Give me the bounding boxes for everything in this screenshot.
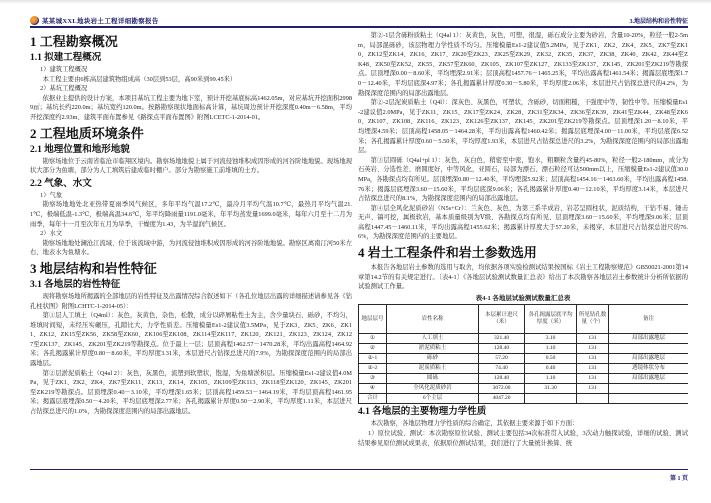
header-section-ref: 3.地层结构和岩性特征 [629,19,688,25]
table-cell: 131 [577,374,609,384]
table-row [359,364,689,374]
table-title: 表4-1 各地层试验测试数量汇总表 [475,294,571,302]
table-cell: ②-2 [359,364,387,374]
table-cell: ③ [359,374,387,384]
table-cell: 淤泥质粘土 [387,344,479,354]
table-cell [609,344,689,354]
page-number: 第 1 页 [669,476,688,482]
table-header-cell: 岩性名称 [387,305,479,334]
table-cell: 0.40 [525,364,577,374]
paragraph: 第②层淤泥质粘土（Q4al 2）：灰色，灰黑色，流塑到软塑状，饱湿，为鱼塘淤积层。压缩模量Es1-2建议值4.0MPa，见于ZK1、ZK2、ZK4、ZK7至ZK11、ZK13、ZK14、ZK105、ZK109至ZK113、ZK118至ZK120、ZK145、ZK201至ZK219等勘探点。层顶埋深0.40－3.10米，平均埋深1.65米；层顶高程1459.53－1464.19米，平均层顶高程1461.95米；揭露层底埋深0.50－4.20米，平均层底埋深2.77米；各孔揭露累计厚度0.50－2.90米，平均厚度1.11米，本层进尺占钻探总进尺的1.0%，为勘探深度范围内的局部出露地层。 [30,369,352,416]
table-cell: 局部出露地层 [609,334,689,344]
paragraph: 1）建筑工程概况 [40,66,88,73]
table-cell [577,394,609,404]
table-cell: 131 [577,364,609,374]
paragraph: 第①层人工填土（Q4ml）：灰色，灰黄色，杂色，松散，成分以碎屑粘性土为主，含少量块石、砾砂，不均匀，堆填时间短，未经压实碾压，孔隙比大，力学性质差。压缩模量Es1-2建议值3.5MPa，见于ZK3、ZK5、ZK6、ZK11、ZK12、ZK15至ZK56、ZK58至ZK60、ZK106至ZK108、ZK114至ZK117、ZK120、ZK121、ZK123、ZK124、ZK127至ZK137、ZK145、ZK201至ZK219等勘探点。位于最上一层；层顶高程1462.57－1470.28米，平均出露高程1464.92米；各孔揭露累计厚度0.80－8.60米，平均厚度3.31米，本层进尺占钻探总进尺的7.9%，为勘探深度范围内的局部出露地层。 [30,312,352,368]
paragraph: 第②-2层泥炭质粘土（Q4l）：深灰色、灰黑色，可塑状，含砾砂，切面粗糙，干强度中等，韧性中等。压缩模量Es1-2建议值2.0MPa，见于ZK11、ZK15、ZK17至ZK24、ZK28、ZK31至ZK34、ZK36至ZK39、ZK41至ZK44、ZK48至ZK60、ZK107、ZK108、ZK116、ZK123、ZK126至ZK137、ZK145、ZK201至ZK219等勘探点。层顶埋深1.20－8.10米，平均埋深4.59米；层顶高程1458.05－1464.28米，平均出露高程1460.42米；揭露层底埋深4.00－11.00米，平均层底深6.52米；各孔揭露累计厚度0.60－5.50米，平均厚度1.93米，本层进尺占钻探总进尺的3.2%，为勘探深度范围内的局部出露地层。 [358,99,688,155]
paragraph: 1）气象 [40,191,63,199]
page-header [30,12,688,28]
table-cell [609,394,689,404]
table-cell: 3072.00 [479,384,525,394]
table-cell: ② [359,344,387,354]
table-cell: 1.10 [525,344,577,354]
right-column [358,31,688,463]
heading-4: 4 岩土工程条件和岩土参数选用 [358,245,537,261]
table-cell: 74.40 [479,364,525,374]
table-cell: 131 [577,354,609,364]
heading-3: 3 地层结构和岩性特征 [30,260,157,276]
table-cell: 砾砂 [387,354,479,364]
table-row [359,394,689,404]
heading-2-1: 2.1 地理位置和地形地貌 [30,144,130,155]
heading-3-1: 3.1 各地层的岩性特征 [30,279,121,290]
table-row [359,334,689,344]
table-cell: 0.50 [525,354,577,364]
table-header-cell: 地层层号 [359,305,387,334]
paragraph: 2）基坑工程概况 [40,85,88,93]
table-cell: 圆砾 [387,374,479,384]
table-cell: 321.40 [479,334,525,344]
table-cell: 31.30 [525,384,577,394]
table-cell: 人工填土 [387,334,479,344]
table-cell: 131 [577,334,609,344]
paragraph: 本工程主要由6栋高层建筑物组成高（30层到53层，高90米到99.45米） [42,75,237,83]
company-logo-icon [30,16,39,25]
footer-rule [30,469,688,470]
header-doc-title: 某某城XXL地块岩土工程详细勘察报告 [42,18,159,25]
table-cell: 128.40 [479,344,525,354]
table-cell: 全风化泥质砂岩 [387,384,479,394]
table-cell [609,384,689,394]
paragraph: 勘察场地地处澜沧江流域、位于该流域中游，为河流侵蚀堆积成因形成的河谷阶地地貌。勘察区离南汀河50米左右、地表水为鱼塘水。 [30,239,352,257]
summary-table [358,304,688,404]
table-cell: 4047.20 [479,394,525,404]
table-header-cell: 所见钻孔数量（个） [577,305,609,334]
left-column [30,31,352,463]
summary-table-body [359,334,689,404]
header-left [30,16,159,25]
paragraph: 现将勘察场地所揭露的全部地层的岩性特征及出露情况综合叙述如下（各孔位地层出露的详细描述请参见各《钻孔柱状图》附图LCHTC-1-2014-05）： [30,292,352,310]
table-cell [525,394,577,404]
heading-1: 1 工程勘察概况 [30,34,118,49]
table-cell: 6个主层 [387,394,479,404]
table-cell: 1.10 [525,374,577,384]
table-cell: 泥炭质粘土 [387,364,479,374]
table-cell: ②-1 [359,354,387,364]
paragraph: 2）水文 [40,230,63,238]
paragraph: 1）原位试验、测试：本次勘察原位试验、测试主要包括34次标准贯入试验，3次动力触探试验，详细的试验、测试结果参见原位测试成果表，依据原位测试结果，我们进行了大量统计换算、统 [358,430,688,447]
paragraph: 勘察场地位于云南省临沧市临翔区境内。勘察场地地貌上属于河流侵蚀堆积成因形成的河谷阶地地貌。现场地现状大部分为鱼塘，部分为人工填筑后建成临时棚户。部分为勘察施工前堆填的土方。 [30,157,352,175]
table-cell: ① [359,334,387,344]
heading-2: 2 工程地质环境条件 [30,125,144,141]
table-cell: 透镜体状分布 [609,364,689,374]
table-cell: 57.20 [479,354,525,364]
table-cell: 131 [577,344,609,354]
table-cell: 局部出露地层 [609,354,689,364]
table-header-cell: 本层累计进尺（米） [479,305,525,334]
table-header-cell: 各孔揭露层底平均厚度（米） [525,305,577,334]
table-header-row [359,305,689,334]
paragraph: 第④层全风化泥质砂岩（N5s+Cr）：兰灰色、灰色，为第三系半成岩，岩芯呈圆柱状，泥质结构，干钻不易、锤击无声、镐可挖，属极软岩，基本质量级别为Ⅴ级、各勘探点均有所见、层顶埋深3.60－15.60米，平均埋深9.06米；层顶高程1447.45－1460.11米，平均出露高程1455.62米；揭露累计厚度大于57.20米，未揭穿，本层进尺占钻探总进尺的76.6%，为勘探深度范围内的主要地层。 [358,204,688,241]
scan-edge [0,0,711,3]
paragraph: 第②-1层含砾粉质粘土（Q4al 1）：灰黄色，灰色，可塑，很湿，砾石成分主要为砂岩，含量10-20%，粒径一般2-5mm，局部混砾砂，该层物理力学性质不均匀。压缩模量Es1-2建议值5.2MPa，见于ZK1、ZK2、ZK4、ZK5、ZK7至ZK10、ZK12至ZK14、ZK16、ZK17、ZK20至ZK23、ZK25至ZK29、ZK32、ZK35、ZK37、ZK38、ZK40、ZK42、ZK44至ZK48、ZK50至ZK52、ZK55、ZK57至ZK60、ZK105、ZK107至ZK127、ZK133至ZK137、ZK145、ZK201至ZK219等勘探点。层顶埋深0.00－8.60米，平均埋深2.91米；层顶高程1457.76－1465.25米，平均出露高程1461.54米；揭露层底埋深1.70－12.40米，平均层底深4.97米；各孔揭露累计厚度0.30－5.80米，平均厚度2.06米，本层进尺占钻探总进尺的4.2%，为勘探深度范围内的局部出露地层。 [358,32,688,97]
table-cell: 131 [577,384,609,394]
table-cell: 局部出露地层 [609,374,689,384]
table-cell: ④ [359,384,387,394]
table-row [359,344,689,354]
paragraph: 本次勘察，各地层物理力学性质的综合确定，其依据主要来源于如下方面： [370,420,579,428]
table-row [359,354,689,364]
table-cell: 128.40 [479,374,525,384]
table-header-cell: 备注 [609,305,689,334]
table-row [359,384,689,394]
paragraph: 依据业主提供的设计方案，本项目基坑工程主要为地下室，预计开挖基底标高1462.05m，对应基坑开挖面积29989㎡；基坑长约220.0m；基坑宽约120.0m。按路勘察现状地面标高计算，基坑周边预计开挖深度0.40m－6.58m，平均开挖深度约2.93m、建筑平面布置参见《路探点平面布置图》附图LCETC-1-2014-01。 [30,94,352,121]
paragraph: 第③层圆砾（Q4al+pl 1）：灰色，灰白色，稍密至中密，饱水，粗颗粒含量约45-80%，粒径一般2-180mm，成分为石英岩、分选性差、磨圆度好，中等风化，亚圆石，局部为漂石、漂石粒径可达500mm以上，压缩模量Es1-2建议值30.0MPa，各勘探点均有所见。层顶埋深0.80－12.40米，平均埋深5.92米；层顶高程1454.16－1463.60米，平均出露高程1458.76米；揭露层底埋深3.60－15.60米，平均层底深9.06米；各孔揭露累计厚度0.40－12.10米，平均厚度3.14米，本层进尺占钻探总进尺的8.1%，为勘探深度范围内的局部出露地层。 [358,156,688,203]
paragraph: 勘察场地地处北亚热带夏雨季风气候区，多年平均气温17.2℃，最冷月平均气温10.7℃，最热月平均气温21.1℃，极端低温-1.3℃，极端高温34.6℃，年平均降雨量1191.0毫米，年平均蒸发量1699.0毫米，每年六月至十二月为雨季，每年十一月至次年五月为旱季，干燥度为1.43，为半湿润气候区。 [30,201,352,228]
table-row [359,374,689,384]
paragraph: 本报告各地层岩土参数的选用与取舍，均依据各项实验检测试结果按国标《岩土工程勘察规范》GB50021-2001第14章第14.2节的有关规定进行。〔表4-1〕《各地层试验测试数量汇总表》给出了本次勘察各地层岩土参数统计分析所依据的试验测试工作量。 [358,264,688,291]
table-cell: 合计 [359,394,387,404]
heading-4-1: 4.1 各地层的主要物理力学性质 [358,407,487,418]
heading-2-2: 2.2 气象、水文 [30,178,92,189]
table-cell: 3.10 [525,334,577,344]
heading-1-1: 1.1 拟建工程概况 [30,53,102,63]
